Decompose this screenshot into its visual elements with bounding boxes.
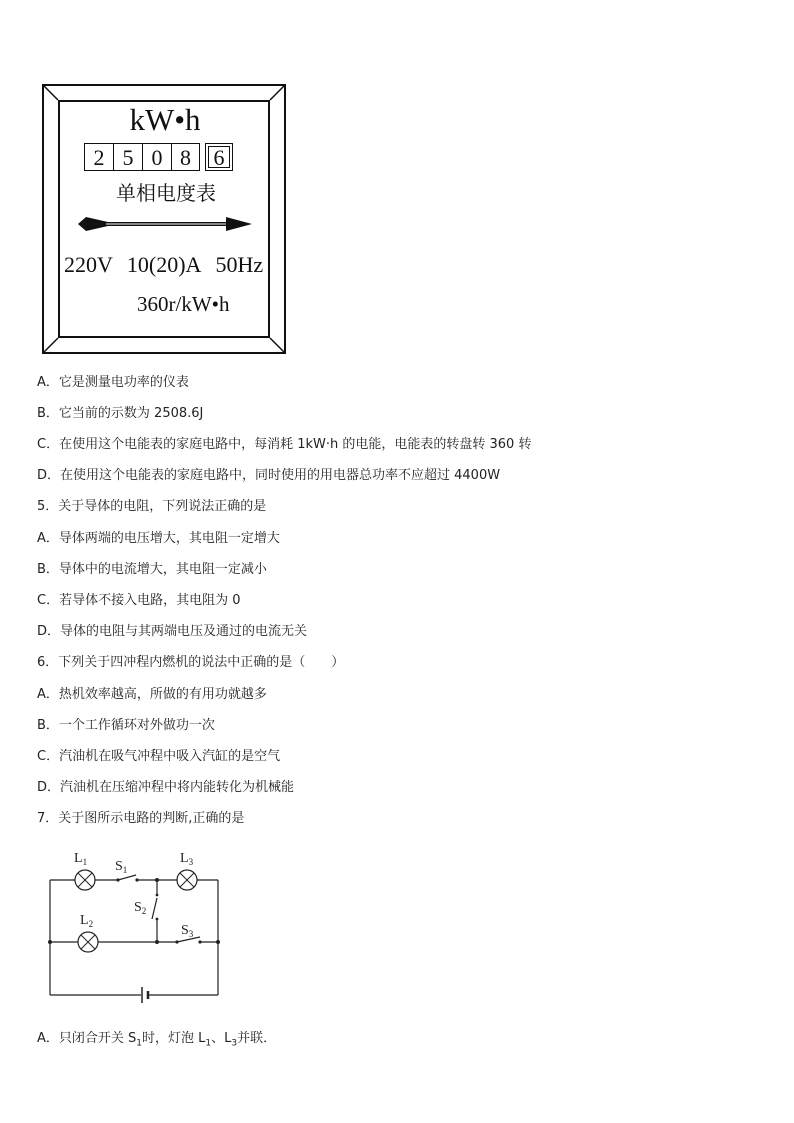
meter-name: 单相电度表: [116, 181, 216, 205]
question-7-title: 7．关于图所示电路的判断,正确的是: [37, 811, 245, 826]
meter-digit: 2: [84, 143, 113, 171]
label-l2: $L_2$: [80, 913, 94, 929]
option-line: D．导体的电阻与其两端电压及通过的电流无关: [37, 624, 308, 639]
option-line: A．它是测量电功率的仪表: [37, 375, 189, 390]
option-line: D．汽油机在压缩冲程中将内能转化为机械能: [37, 780, 295, 795]
label-s1: $S_1$: [115, 859, 128, 875]
meter-voltage: 220V: [64, 252, 113, 277]
option-line: B．它当前的示数为 2508.6J: [37, 406, 204, 421]
meter-digit: 5: [113, 143, 142, 171]
meter-frequency: 50Hz: [215, 252, 264, 277]
meter-specs: [64, 252, 277, 278]
meter-decimal-digit: 6: [205, 143, 233, 171]
option-line: B．导体中的电流增大，其电阻一定减小: [37, 562, 267, 577]
label-s3: $S_3$: [181, 923, 194, 939]
meter-digit: 8: [171, 143, 200, 171]
meter-current: 10(20)A: [126, 252, 202, 277]
label-s2: $S_2$: [134, 900, 147, 916]
label-l1: $L_1$: [74, 851, 88, 867]
meter-unit-label: kW•h: [129, 102, 201, 137]
option-line: C．若导体不接入电路，其电阻为 0: [37, 593, 241, 608]
option-line: A．热机效率越高，所做的有用功就越多: [37, 687, 267, 702]
meter-digit-display: [84, 143, 233, 171]
question-5-title: 5．关于导体的电阻，下列说法正确的是: [37, 499, 267, 514]
question-6-title: 6．下列关于四冲程内燃机的说法中正确的是（ ）: [37, 655, 345, 670]
option-line: A．导体两端的电压增大，其电阻一定增大: [37, 531, 280, 546]
option-line: C．在使用这个电能表的家庭电路中，每消耗 1kW·h 的电能，电能表的转盘转 360 转: [37, 437, 532, 452]
meter-arrow-icon: [76, 214, 256, 234]
option-line: C．汽油机在吸气冲程中吸入汽缸的是空气: [37, 749, 281, 764]
circuit-diagram: [40, 845, 240, 1010]
label-l3: $L_3$: [180, 851, 194, 867]
meter-digit: 0: [142, 143, 171, 171]
option-line: D．在使用这个电能表的家庭电路中，同时使用的用电器总功率不应超过 4400W: [37, 468, 501, 483]
question-7-option-a: A．只闭合开关 $S_1$时，灯泡 $L_1$、$L_3$并联．: [37, 1031, 277, 1049]
meter-revolutions: 360r/kW•h: [137, 292, 230, 316]
option-line: B．一个工作循环对外做功一次: [37, 718, 215, 733]
